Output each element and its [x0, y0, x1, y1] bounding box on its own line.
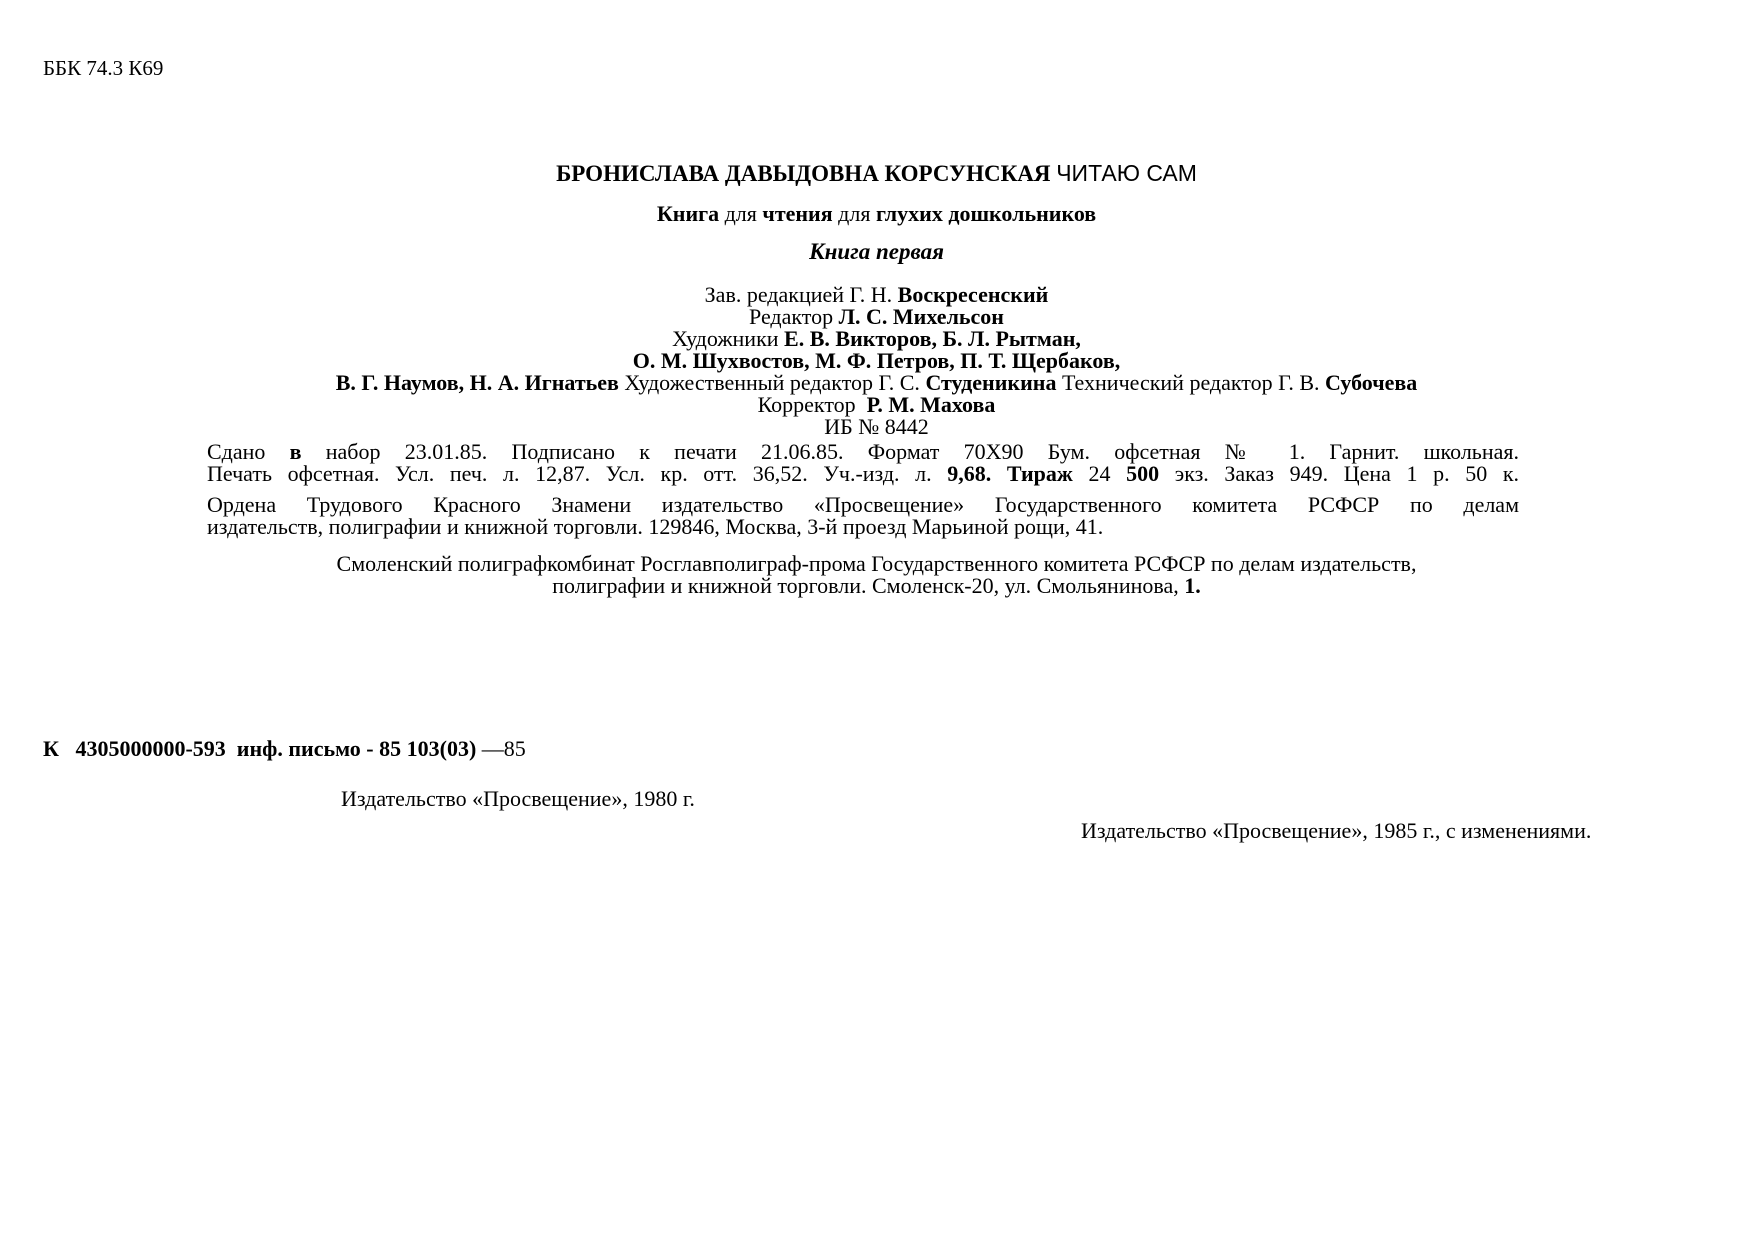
credit-artists-continued [0, 350, 1753, 372]
book-subtitle [0, 201, 1753, 227]
copyright-1985: Издательство «Просвещение», 1985 г., с изменениями. [1081, 818, 1592, 843]
credit-name: Субочева [1325, 370, 1418, 395]
credit-label: Художественный редактор Г. С. [624, 370, 920, 395]
credit-name: Воскресенский [897, 282, 1049, 307]
printing-plant-line [0, 575, 1753, 597]
book-number: Книга первая [809, 239, 944, 264]
copyright-1980: Издательство «Просвещение», 1980 г. [341, 786, 695, 811]
author-name: БРОНИСЛАВА ДАВЫДОВНА КОРСУНСКАЯ [556, 161, 1051, 186]
publisher-line: издательств, полиграфии и книжной торговли. 129846, Москва, 3-й проезд Марьиной рощи, 41. [207, 514, 1104, 539]
print-text: Печать офсетная. Усл. печ. л. 12,87. Усл. кр. отт. 36,52. Уч.-изд. л. [207, 461, 932, 486]
print-text: экз. Заказ 949. Цена 1 р. 50 к. [1174, 461, 1520, 486]
credit-name: Л. С. Михельсон [838, 304, 1004, 329]
credit-artists [0, 328, 1753, 350]
credit-head-of-editorial [0, 284, 1753, 306]
print-details-line [207, 441, 1519, 463]
bbk-code: ББК 74.3 К69 [43, 56, 164, 80]
catalog-index-tail: —85 [481, 736, 526, 761]
credit-name: Студеникина [925, 370, 1057, 395]
credit-name: Е. В. Викторов, Б. Л. Рытман, [784, 326, 1081, 351]
credit-label: Корректор [757, 392, 856, 417]
credit-editor [0, 306, 1753, 328]
book-title-line [0, 160, 1753, 187]
catalog-index-code: К 4305000000-593 инф. письмо - 85 103(03) [43, 736, 477, 761]
credit-name: В. Г. Наумов, Н. А. Игнатьев [335, 370, 619, 395]
book-title: ЧИТАЮ САМ [1056, 160, 1197, 186]
print-text: 9,68. Тираж [947, 461, 1073, 486]
subtitle-word: для [838, 201, 871, 226]
subtitle-word: чтения [762, 201, 833, 226]
print-details-line [207, 463, 1519, 485]
credit-name: О. М. Шухвостов, М. Ф. Петров, П. Т. Щербаков, [632, 348, 1121, 373]
credit-corrector [0, 394, 1753, 416]
credit-label: Редактор [749, 304, 834, 329]
credit-label: Художники [672, 326, 779, 351]
print-text: 500 [1126, 461, 1160, 486]
subtitle-word: глухих дошкольников [875, 201, 1097, 226]
publisher-info [207, 494, 1519, 538]
publisher-line: Ордена Трудового Красного Знамени издательство «Просвещение» Государственного комитета РСФСР по делам [207, 492, 1519, 517]
subtitle-word: Книга [656, 201, 720, 226]
print-text: набор 23.01.85. Подписано к печати 21.06.85. Формат 70Х90 Бум. офсетная № 1. Гарнит. школьная. [325, 439, 1519, 464]
printing-plant-number: 1. [1184, 573, 1201, 598]
print-text: в [289, 439, 302, 464]
print-text: Сдано [207, 439, 266, 464]
printing-plant-line: Смоленский полиграфкомбинат Росглавполиграф-прома Государственного комитета РСФСР по делам издательств, [336, 551, 1417, 576]
printing-plant-text: полиграфии и книжной торговли. Смоленск-20, ул. Смольянинова, [552, 573, 1179, 598]
credit-name: Р. М. Махова [866, 392, 996, 417]
credit-label: Зав. редакцией Г. Н. [704, 282, 893, 307]
subtitle-word: для [724, 201, 757, 226]
credit-editors-line [0, 372, 1753, 394]
print-details [207, 441, 1519, 485]
ib-number: ИБ № 8442 [824, 414, 929, 439]
credit-label: Технический редактор Г. В. [1061, 370, 1320, 395]
catalog-index [43, 736, 526, 762]
print-text: 24 [1088, 461, 1111, 486]
